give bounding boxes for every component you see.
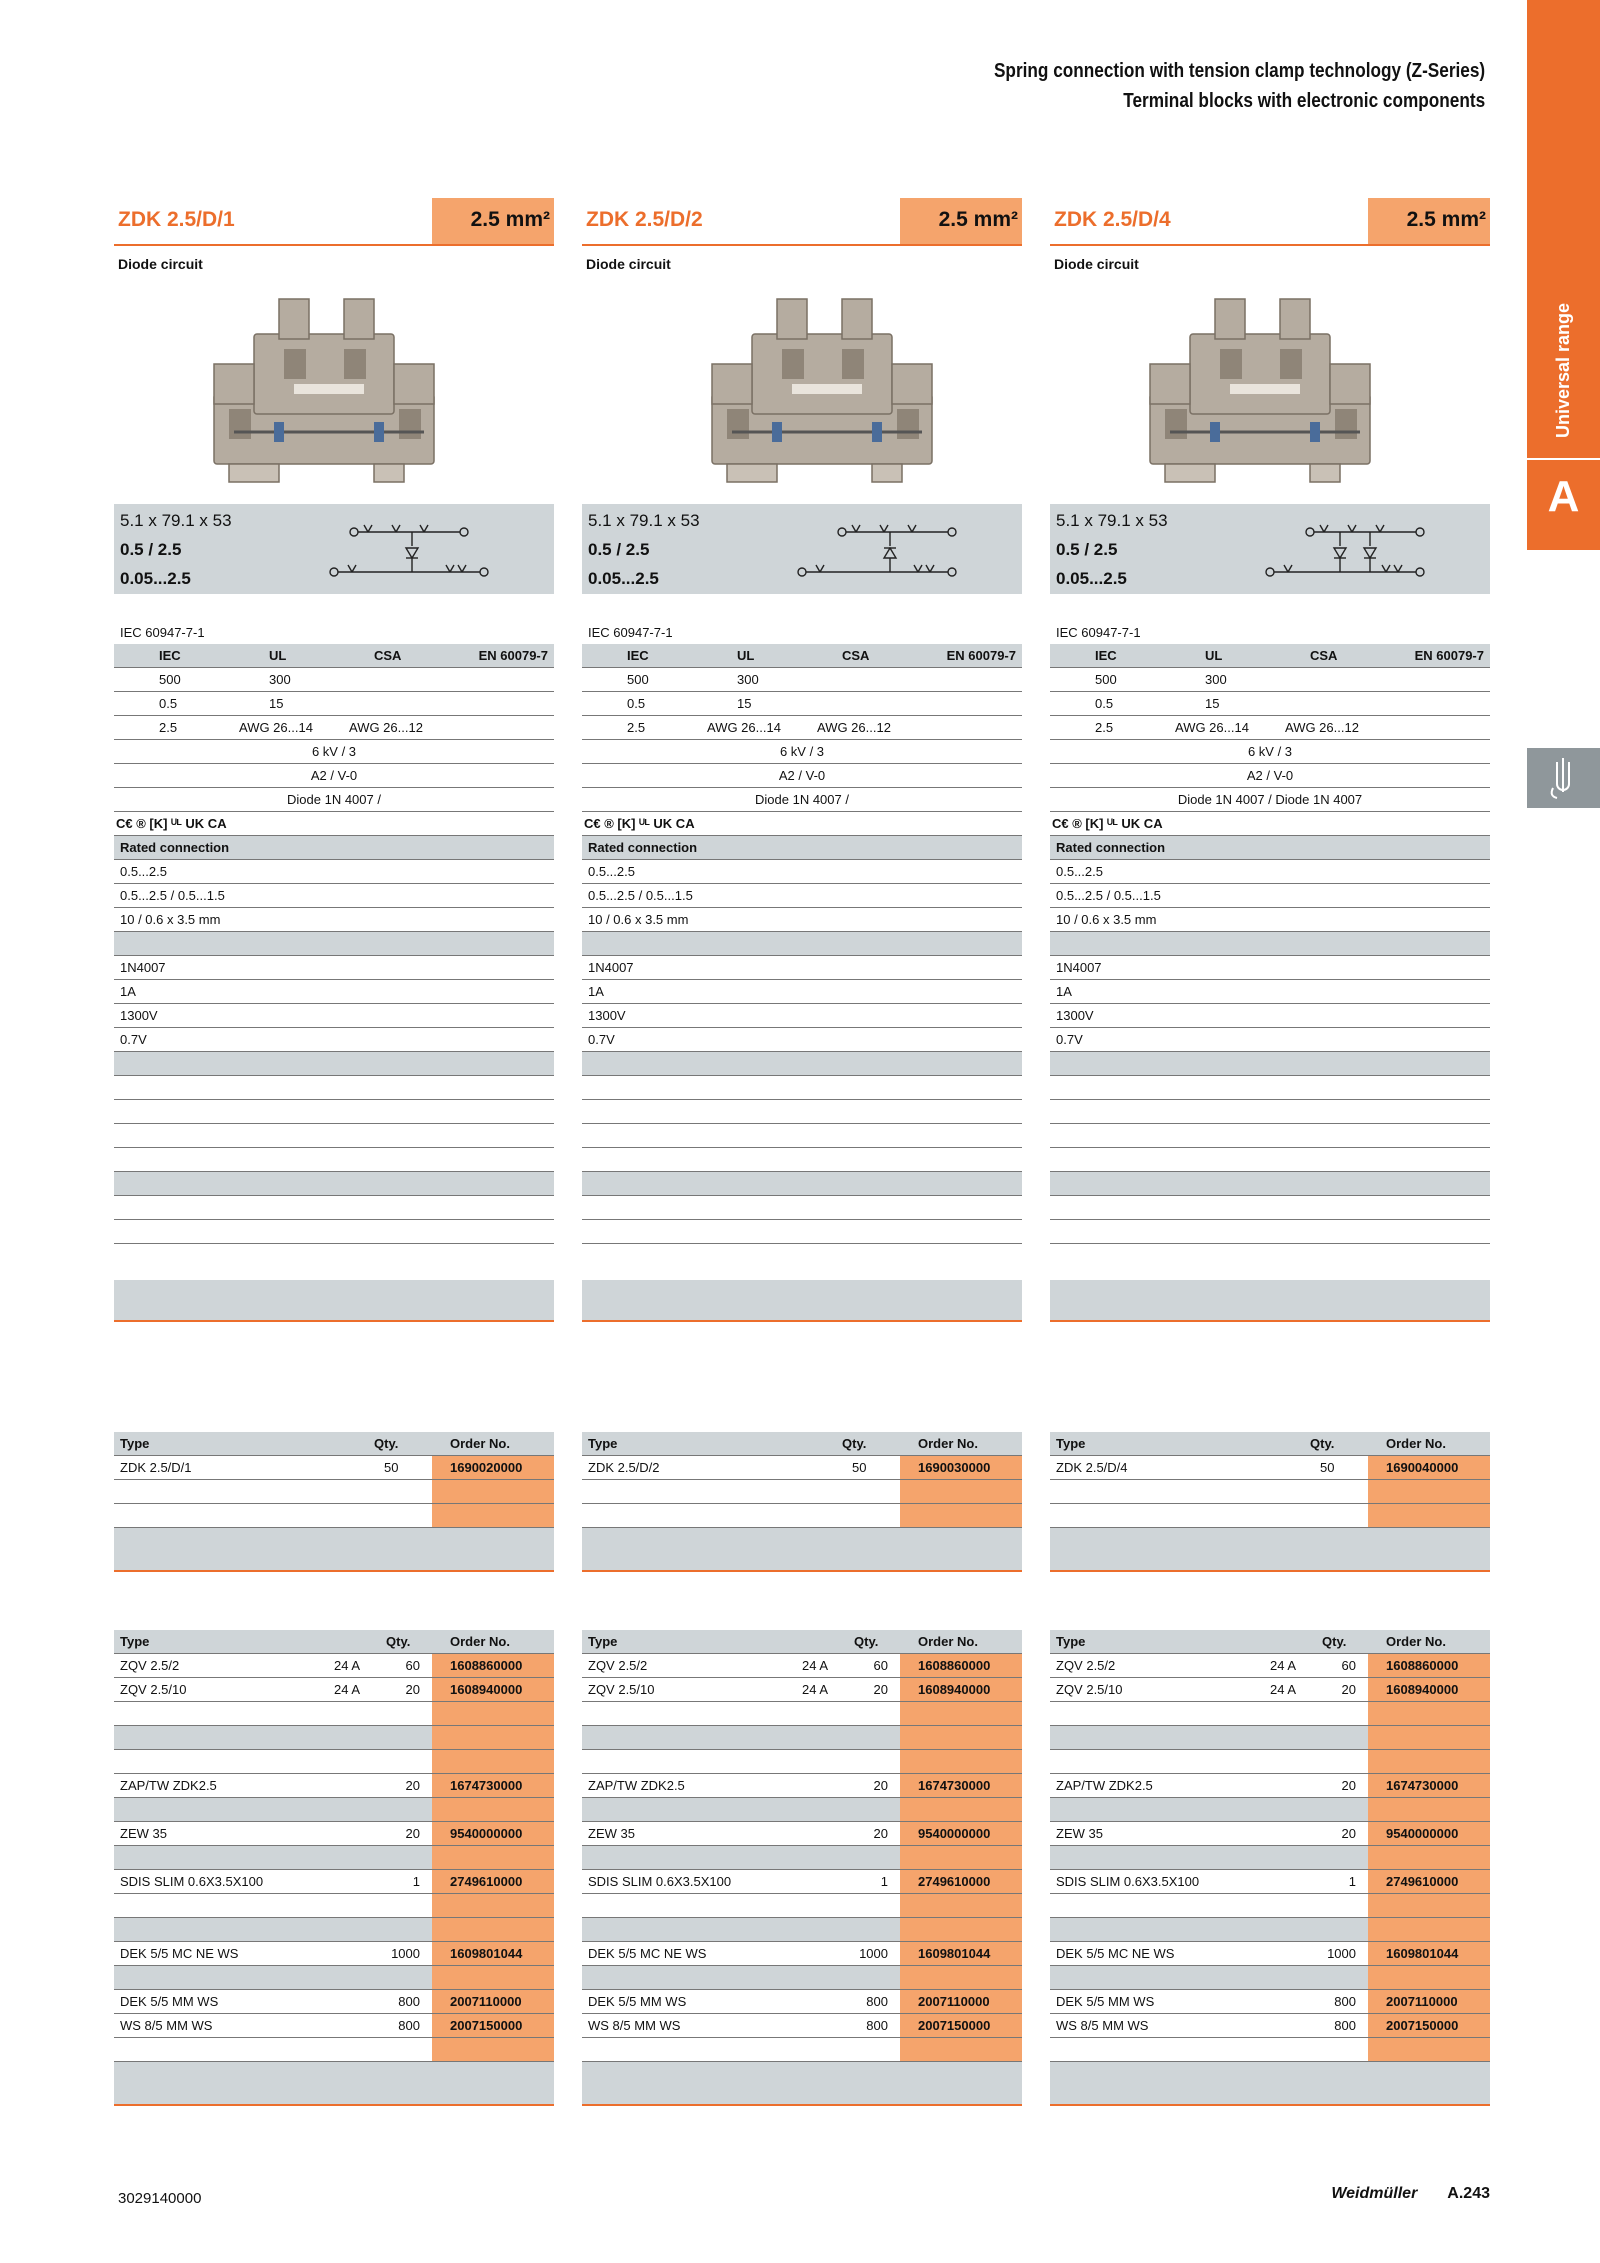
component-row: 1300V — [582, 1004, 1022, 1028]
accessory-row[interactable]: SDIS SLIM 0.6X3.5X100 1 2749610000 — [1050, 1870, 1490, 1894]
accessory-grey-row — [114, 1726, 554, 1750]
order-number: 1609801044 — [900, 1942, 1022, 1965]
empty-row — [582, 1076, 1022, 1100]
order-number: 1674730000 — [900, 1774, 1022, 1797]
component-row: 0.7V — [114, 1028, 554, 1052]
accessory-row[interactable]: ZEW 35 20 9540000000 — [582, 1822, 1022, 1846]
rated-row: 0.5...2.5 / 0.5...1.5 — [582, 884, 1022, 908]
accessory-grey-row — [1050, 1846, 1490, 1870]
accessory-row[interactable]: ZEW 35 20 9540000000 — [114, 1822, 554, 1846]
approval-row: 2.5 AWG 26...14 AWG 26...12 — [114, 716, 554, 740]
accessory-row[interactable]: ZQV 2.5/2 24 A 60 1608860000 — [114, 1654, 554, 1678]
grey-block — [114, 1280, 554, 1322]
certification-icons: C€ ® [K] ᵁᴸ UK CA — [114, 812, 554, 836]
accessory-grey-row — [114, 1966, 554, 1990]
product-title-bar — [1050, 198, 1490, 246]
spec-box — [114, 504, 554, 594]
accessory-row-empty — [1050, 1750, 1490, 1774]
grey-row — [1050, 932, 1490, 956]
order-number: 9540000000 — [432, 1822, 554, 1845]
terminal-tool-icon[interactable] — [1527, 748, 1600, 808]
accessory-grey-row — [582, 1918, 1022, 1942]
empty-row — [114, 1124, 554, 1148]
accessory-row[interactable]: ZQV 2.5/2 24 A 60 1608860000 — [582, 1654, 1022, 1678]
page-number: A.243 — [1447, 2185, 1490, 2202]
grey-row — [114, 932, 554, 956]
approval-row: 500 300 — [582, 668, 1022, 692]
product-subtitle: Diode circuit — [1054, 256, 1139, 272]
ordering-table — [1050, 1432, 1490, 1572]
accessory-grey-row — [582, 1798, 1022, 1822]
accessory-row[interactable]: ZEW 35 20 9540000000 — [1050, 1822, 1490, 1846]
spec-box — [1050, 504, 1490, 594]
accessory-row[interactable]: SDIS SLIM 0.6X3.5X100 1 2749610000 — [114, 1870, 554, 1894]
grey-row — [114, 1052, 554, 1076]
standard: IEC 60947-7-1 — [1056, 625, 1141, 640]
accessory-row[interactable]: ZQV 2.5/2 24 A 60 1608860000 — [1050, 1654, 1490, 1678]
accessory-grey-row — [582, 1966, 1022, 1990]
empty-row — [1050, 1220, 1490, 1244]
accessory-grey-row — [1050, 1726, 1490, 1750]
accessory-row-empty — [582, 1894, 1022, 1918]
accessory-row-empty — [114, 1702, 554, 1726]
order-number: 2007110000 — [1368, 1990, 1490, 2013]
product-title-bar — [582, 198, 1022, 246]
accessory-row[interactable]: ZAP/TW ZDK2.5 20 1674730000 — [582, 1774, 1022, 1798]
accessory-grey-row — [1050, 1798, 1490, 1822]
accessory-grey-row — [114, 1918, 554, 1942]
grey-block — [1050, 2062, 1490, 2106]
accessory-header-row: Type Qty. Order No. — [1050, 1630, 1490, 1654]
dimensions: 5.1 x 79.1 x 53 — [120, 511, 232, 530]
accessory-header-row: Type Qty. Order No. — [114, 1630, 554, 1654]
order-row-empty — [1050, 1504, 1490, 1528]
rated-row: 0.5...2.5 — [1050, 860, 1490, 884]
certification-icons: C€ ® [K] ᵁᴸ UK CA — [1050, 812, 1490, 836]
order-number: 9540000000 — [900, 1822, 1022, 1845]
spec-row: Diode 1N 4007 / Diode 1N 4007 — [1050, 788, 1490, 812]
accessory-row[interactable]: DEK 5/5 MC NE WS 1000 1609801044 — [114, 1942, 554, 1966]
approval-row: 0.5 15 — [1050, 692, 1490, 716]
order-number: 2007110000 — [900, 1990, 1022, 2013]
accessory-grey-row — [582, 1726, 1022, 1750]
empty-row — [114, 1148, 554, 1172]
accessory-row[interactable]: ZQV 2.5/10 24 A 20 1608940000 — [114, 1678, 554, 1702]
approval-header-row: IEC UL CSA EN 60079-7 — [114, 644, 554, 668]
accessory-row-empty — [582, 1750, 1022, 1774]
accessory-grey-row — [582, 1846, 1022, 1870]
approval-row: 0.5 15 — [114, 692, 554, 716]
component-row: 0.7V — [582, 1028, 1022, 1052]
cross-section-1: 0.5 / 2.5 — [1056, 540, 1118, 559]
accessory-row-empty — [114, 2038, 554, 2062]
accessory-row-empty — [1050, 2038, 1490, 2062]
component-row: 1N4007 — [114, 956, 554, 980]
product-name: ZDK 2.5/D/4 — [1054, 208, 1171, 231]
accessory-grey-row — [1050, 1966, 1490, 1990]
ordering-table — [582, 1432, 1022, 1572]
spec-row: A2 / V-0 — [582, 764, 1022, 788]
order-number: 1674730000 — [432, 1774, 554, 1797]
spec-row: A2 / V-0 — [1050, 764, 1490, 788]
order-number: 1674730000 — [1368, 1774, 1490, 1797]
accessory-row[interactable]: ZAP/TW ZDK2.5 20 1674730000 — [114, 1774, 554, 1798]
accessory-row-empty — [1050, 1894, 1490, 1918]
order-number: 2007110000 — [432, 1990, 554, 2013]
order-row-empty — [114, 1504, 554, 1528]
accessory-row[interactable]: ZQV 2.5/10 24 A 20 1608940000 — [582, 1678, 1022, 1702]
order-number: 2007150000 — [1368, 2014, 1490, 2037]
side-tab — [1527, 0, 1600, 550]
empty-row — [582, 1148, 1022, 1172]
rated-row: 0.5...2.5 — [114, 860, 554, 884]
order-number: 1609801044 — [432, 1942, 554, 1965]
grey-row — [114, 1172, 554, 1196]
spec-row: Diode 1N 4007 / — [582, 788, 1022, 812]
order-number: 1690030000 — [900, 1456, 1022, 1479]
accessory-row-empty — [114, 1894, 554, 1918]
header-line-2: Terminal blocks with electronic components — [1123, 90, 1485, 112]
accessories-table — [582, 1630, 1022, 2106]
product-subtitle: Diode circuit — [118, 256, 203, 272]
accessories-table — [1050, 1630, 1490, 2106]
grey-block — [114, 2062, 554, 2106]
certification-icons: C€ ® [K] ᵁᴸ UK CA — [582, 812, 1022, 836]
product-name: ZDK 2.5/D/1 — [118, 208, 235, 231]
accessory-row[interactable]: DEK 5/5 MC NE WS 1000 1609801044 — [582, 1942, 1022, 1966]
rated-row: 0.5...2.5 — [582, 860, 1022, 884]
spec-row: Diode 1N 4007 / — [114, 788, 554, 812]
accessory-row[interactable]: ZQV 2.5/10 24 A 20 1608940000 — [1050, 1678, 1490, 1702]
rated-connection-header: Rated connection — [582, 836, 1022, 860]
spec-row: 6 kV / 3 — [114, 740, 554, 764]
component-row: 1A — [114, 980, 554, 1004]
dimensions: 5.1 x 79.1 x 53 — [1056, 511, 1168, 530]
accessory-row[interactable]: ZAP/TW ZDK2.5 20 1674730000 — [1050, 1774, 1490, 1798]
empty-row — [582, 1196, 1022, 1220]
order-row-empty — [114, 1480, 554, 1504]
rated-row: 10 / 0.6 x 3.5 mm — [582, 908, 1022, 932]
rated-row: 10 / 0.6 x 3.5 mm — [1050, 908, 1490, 932]
side-tab-divider — [1527, 458, 1600, 460]
cross-section-2: 0.05...2.5 — [120, 569, 191, 588]
accessory-header-row: Type Qty. Order No. — [582, 1630, 1022, 1654]
empty-row — [1050, 1124, 1490, 1148]
accessory-row[interactable]: SDIS SLIM 0.6X3.5X100 1 2749610000 — [582, 1870, 1022, 1894]
spec-box — [582, 504, 1022, 594]
product-name: ZDK 2.5/D/2 — [586, 208, 703, 231]
order-header-row: Type Qty. Order No. — [1050, 1432, 1490, 1456]
grey-block — [582, 1528, 1022, 1572]
standard: IEC 60947-7-1 — [588, 625, 673, 640]
approval-row: 500 300 — [1050, 668, 1490, 692]
approval-header-row: IEC UL CSA EN 60079-7 — [582, 644, 1022, 668]
component-row: 1A — [582, 980, 1022, 1004]
side-tab-letter: A — [1547, 472, 1580, 521]
accessory-row-empty — [582, 1702, 1022, 1726]
footer-brand — [1331, 2185, 1490, 2203]
standard: IEC 60947-7-1 — [120, 625, 205, 640]
rated-row: 0.5...2.5 / 0.5...1.5 — [1050, 884, 1490, 908]
order-row[interactable]: ZDK 2.5/D/2 50 1690030000 — [582, 1456, 1022, 1480]
grey-block — [582, 2062, 1022, 2106]
empty-row — [1050, 1100, 1490, 1124]
cross-section-2: 0.05...2.5 — [1056, 569, 1127, 588]
order-row-empty — [582, 1504, 1022, 1528]
cross-section-badge: 2.5 mm² — [1368, 198, 1490, 244]
cross-section-1: 0.5 / 2.5 — [588, 540, 650, 559]
page-header — [994, 56, 1485, 116]
approval-header-row: IEC UL CSA EN 60079-7 — [1050, 644, 1490, 668]
order-number: 2749610000 — [432, 1870, 554, 1893]
accessory-row[interactable]: DEK 5/5 MM WS 800 2007110000 — [114, 1990, 554, 2014]
spec-row: A2 / V-0 — [114, 764, 554, 788]
order-header-row: Type Qty. Order No. — [114, 1432, 554, 1456]
accessory-grey-row — [1050, 1918, 1490, 1942]
accessory-row[interactable]: WS 8/5 MM WS 800 2007150000 — [582, 2014, 1022, 2038]
accessory-row[interactable]: WS 8/5 MM WS 800 2007150000 — [1050, 2014, 1490, 2038]
grey-block — [582, 1280, 1022, 1322]
order-number: 1690020000 — [432, 1456, 554, 1479]
component-row: 1N4007 — [1050, 956, 1490, 980]
product-title-bar — [114, 198, 554, 246]
order-number: 1690040000 — [1368, 1456, 1490, 1479]
order-number: 1608860000 — [1368, 1654, 1490, 1677]
order-number: 2749610000 — [900, 1870, 1022, 1893]
approval-row: 2.5 AWG 26...14 AWG 26...12 — [1050, 716, 1490, 740]
spec-row: 6 kV / 3 — [582, 740, 1022, 764]
order-number: 9540000000 — [1368, 1822, 1490, 1845]
order-number: 1608860000 — [432, 1654, 554, 1677]
grey-row — [1050, 1172, 1490, 1196]
grey-row — [582, 1172, 1022, 1196]
product-image — [582, 276, 1022, 504]
grey-block — [1050, 1528, 1490, 1572]
empty-row — [1050, 1196, 1490, 1220]
product-image — [1050, 276, 1490, 504]
grey-block — [114, 1528, 554, 1572]
grey-row — [582, 932, 1022, 956]
accessory-grey-row — [114, 1798, 554, 1822]
accessory-row[interactable]: DEK 5/5 MM WS 800 2007110000 — [1050, 1990, 1490, 2014]
approval-row: 500 300 — [114, 668, 554, 692]
document-code: 3029140000 — [118, 2190, 202, 2207]
empty-row — [114, 1076, 554, 1100]
grey-row — [1050, 1052, 1490, 1076]
empty-row — [582, 1100, 1022, 1124]
accessory-row-empty — [114, 1750, 554, 1774]
empty-row — [114, 1100, 554, 1124]
dimensions: 5.1 x 79.1 x 53 — [588, 511, 700, 530]
rated-row: 0.5...2.5 / 0.5...1.5 — [114, 884, 554, 908]
product-subtitle: Diode circuit — [586, 256, 671, 272]
cross-section-2: 0.05...2.5 — [588, 569, 659, 588]
empty-row — [114, 1220, 554, 1244]
header-line-1: Spring connection with tension clamp technology (Z-Series) — [993, 60, 1485, 82]
product-column — [114, 198, 554, 1322]
side-tab-label: Universal range — [1553, 302, 1573, 438]
grey-block — [1050, 1280, 1490, 1322]
product-image — [114, 276, 554, 504]
order-header-row: Type Qty. Order No. — [582, 1432, 1022, 1456]
accessory-row[interactable]: DEK 5/5 MM WS 800 2007110000 — [582, 1990, 1022, 2014]
empty-row — [582, 1124, 1022, 1148]
rated-row: 10 / 0.6 x 3.5 mm — [114, 908, 554, 932]
order-number: 1608860000 — [900, 1654, 1022, 1677]
order-number: 2007150000 — [900, 2014, 1022, 2037]
accessory-row-empty — [582, 2038, 1022, 2062]
order-number: 1608940000 — [900, 1678, 1022, 1701]
empty-row — [1050, 1076, 1490, 1100]
order-number: 2749610000 — [1368, 1870, 1490, 1893]
approval-row: 2.5 AWG 26...14 AWG 26...12 — [582, 716, 1022, 740]
component-row: 0.7V — [1050, 1028, 1490, 1052]
empty-row — [1050, 1148, 1490, 1172]
grey-row — [582, 1052, 1022, 1076]
cross-section-badge: 2.5 mm² — [900, 198, 1022, 244]
product-column — [582, 198, 1022, 1322]
rated-connection-header: Rated connection — [114, 836, 554, 860]
order-number: 2007150000 — [432, 2014, 554, 2037]
empty-row — [582, 1220, 1022, 1244]
product-column — [1050, 198, 1490, 1322]
component-row: 1300V — [114, 1004, 554, 1028]
cross-section-badge: 2.5 mm² — [432, 198, 554, 244]
accessory-row[interactable]: WS 8/5 MM WS 800 2007150000 — [114, 2014, 554, 2038]
ordering-table — [114, 1432, 554, 1572]
accessories-table — [114, 1630, 554, 2106]
order-row-empty — [1050, 1480, 1490, 1504]
approval-row: 0.5 15 — [582, 692, 1022, 716]
order-row[interactable]: ZDK 2.5/D/4 50 1690040000 — [1050, 1456, 1490, 1480]
order-number: 1609801044 — [1368, 1942, 1490, 1965]
accessory-grey-row — [114, 1846, 554, 1870]
component-row: 1300V — [1050, 1004, 1490, 1028]
accessory-row[interactable]: DEK 5/5 MC NE WS 1000 1609801044 — [1050, 1942, 1490, 1966]
rated-connection-header: Rated connection — [1050, 836, 1490, 860]
empty-row — [114, 1196, 554, 1220]
order-row[interactable]: ZDK 2.5/D/1 50 1690020000 — [114, 1456, 554, 1480]
order-row-empty — [582, 1480, 1022, 1504]
brand-logo: Weidmüller — [1331, 2185, 1418, 2202]
order-number: 1608940000 — [1368, 1678, 1490, 1701]
accessory-row-empty — [1050, 1702, 1490, 1726]
cross-section-1: 0.5 / 2.5 — [120, 540, 182, 559]
order-number: 1608940000 — [432, 1678, 554, 1701]
component-row: 1N4007 — [582, 956, 1022, 980]
spec-row: 6 kV / 3 — [1050, 740, 1490, 764]
component-row: 1A — [1050, 980, 1490, 1004]
